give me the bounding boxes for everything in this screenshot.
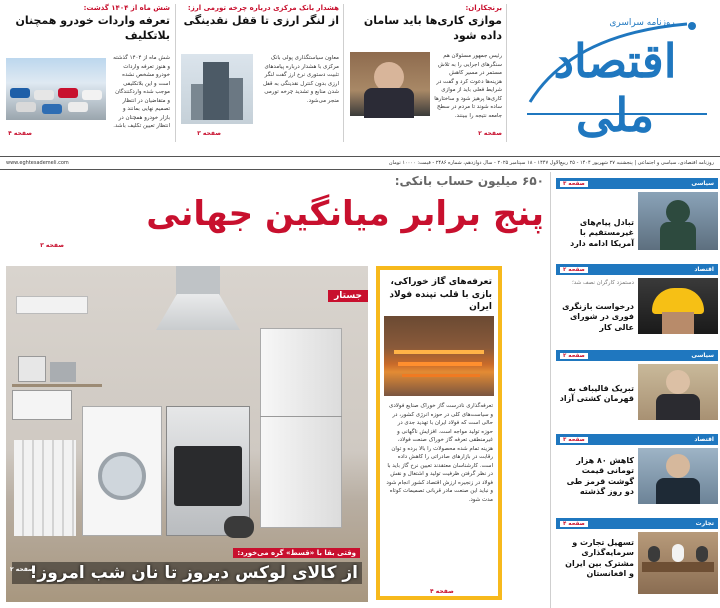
center-story-page: صفحه ۴ (430, 588, 454, 595)
center-story-body: تعرفه‌گذاری نادرست گاز خوراک صنایع فولادی و سیاست‌های کلی در حوزه انرژی کشور، در حالی است که فولاد ایران با تهدید جدی در حوزه تولید مواجه است. افزایش ناگهانی و غیرمنطقی تعرفه گاز خوراک صنعت فولاد، هزینه تمام شده محصولات را بالا برده و توان رقابت در بازارهای صادراتی را کاهش داده است. کارشناسان معتقدند تعیین نرخ گاز باید با در نظر گرفتن ظرفیت تولید و اشتغال و نقش فولاد در زنجیره ارزش اقتصاد کشور انجام شود و نباید این صنعت مادر قربانی تصمیمات کوتاه مدت شود. (386, 403, 493, 503)
headline-title[interactable] (60, 196, 544, 233)
teaser-photo (350, 52, 430, 116)
feature-page: صفحه ۲ (10, 566, 34, 573)
teaser-page: صفحه ۳ (197, 130, 221, 137)
official-photo[interactable] (638, 448, 718, 504)
teaser-body: معاون سیاستگذاری پولی بانک مرکزی با هشدار درباره پیامدهای تثبیت دستوری نرخ ارز گفت لنگر ارزی بدون کنترل نقدینگی به قفل شدن منابع و تشدید چرخه تورمی منجر می‌شود. (262, 55, 339, 104)
sidebar-section-header: اقتصاد صفحه ۲ (556, 264, 718, 275)
teaser-2[interactable] (181, 4, 339, 142)
teaser-body: رئیس جمهور مسئولان هم سنگرهای اجرایی را به تلاش مستمر در مسیر کاهش هزینه‌ها دعوت کرد و گفت در شرایط فعلی باید از موازی کاری‌ها پرهیز شود و ساختارها ساده شوند تا مردم در سطح جامعه نتیجه را ببینند. (434, 53, 502, 119)
sidebar-item-kicker: دستمزد کارگران نصف شد؛ (571, 280, 634, 286)
logo-text: اقتصاد ملی (553, 34, 677, 142)
meeting-photo[interactable] (638, 532, 718, 594)
car-lot-photo (6, 58, 106, 120)
steel-mill-photo (384, 316, 494, 396)
dateline-date: روزنامه اقتصادی، سیاسی و اجتماعی | پنجشنبه ۲۷ شهریور ۱۴۰۴ - ۲۵ ربیع‌الاول ۱۴۴۷ - ۱۸ سپتامبر ۲۰۲۵ - سال دوازدهم، شماره ۲۴۸۶ - قیمت: ۱۰۰۰۰ تومان (388, 160, 714, 166)
teaser-page: صفحه ۴ (8, 130, 32, 137)
central-bank-building-photo (181, 54, 253, 124)
teaser-3[interactable] (6, 4, 170, 142)
sidebar-item-title[interactable]: درخواست بازنگری فوری در شورای عالی کار (562, 302, 634, 332)
feature-title: از کالای لوکس دیروز تا نان شب امروز! (12, 562, 362, 584)
sidebar-item-title[interactable]: تسهیل تجارت و سرمایه‌گذاری مشترک بین ایران و افغانستان (565, 538, 634, 579)
teaser-title: تعرفه واردات خودرو همچنان بلاتکلیف (15, 14, 170, 42)
sidebar-section-header: اقتصاد صفحه ۳ (556, 434, 718, 445)
teaser-title: موازی کاری‌ها باید سامان داده شود (363, 14, 502, 42)
logo-subtitle: روزنامه سراسری (609, 18, 675, 28)
sidebar-item-title[interactable]: کاهش ۸۰ هزار تومانی قیمت گوشت قرمز طی دو روز گذشته (566, 456, 634, 497)
sidebar-item-title[interactable]: تبادل پیام‌های غیرمستقیم با آمریکا ادامه دارد (570, 218, 634, 248)
headline-kicker: ۶۵۰ میلیون حساب بانکی: (394, 174, 544, 188)
teaser-kicker: شش ماه از ۱۴۰۴ گذشت: (83, 4, 170, 12)
teaser-page: صفحه ۲ (478, 130, 502, 137)
politician-photo[interactable] (638, 192, 718, 250)
dateline-bar (0, 157, 720, 169)
masthead-logo (512, 4, 718, 142)
teaser-kicker: هشدار بانک مرکزی درباره چرخه تورمی ارز: (187, 4, 339, 12)
headline-page: صفحه ۳ (40, 242, 64, 249)
appliances-photo[interactable] (6, 266, 368, 602)
center-story[interactable] (376, 266, 502, 600)
worker-helmet-photo[interactable] (638, 278, 718, 334)
center-story-title: تعرفه‌های گاز خوراکی، بازی با قلب تپنده فولاد ایران (389, 277, 492, 313)
headline-title-text: پنج برابر میانگین جهانی (146, 194, 544, 234)
sidebar-item-title[interactable]: تبریک قالیباف به قهرمان کشتی آزاد (559, 384, 634, 404)
speaker-photo[interactable] (638, 364, 718, 420)
feature-badge: جستار (328, 290, 368, 302)
teaser-1[interactable] (350, 4, 502, 142)
feature-kicker: وقتی بقا با «قسط» گره می‌خورد: (233, 548, 360, 558)
sidebar-section-header: سیاسی صفحه ۳ (556, 178, 718, 189)
sidebar-section-header: سیاسی صفحه ۲ (556, 350, 718, 361)
sidebar-section-header: تجارت صفحه ۴ (556, 518, 718, 529)
teaser-title: از لنگر ارزی تا قفل نقدینگی (183, 14, 339, 27)
teaser-body: شش ماه از ۱۴۰۴ گذشته و هنوز تعرفه واردات خودرو مشخص نشده است و این بلاتکلیفی موجب شده واردکنندگان و متقاضیان در انتظار تصمیم نهایی بمانند و بازار خودرو همچنان در انتظار تعیین تکلیف باشد. (113, 55, 170, 130)
teaser-kicker: برنجکاران: (465, 4, 502, 12)
dateline-website[interactable]: www.eghtesademeli.com (6, 160, 69, 166)
